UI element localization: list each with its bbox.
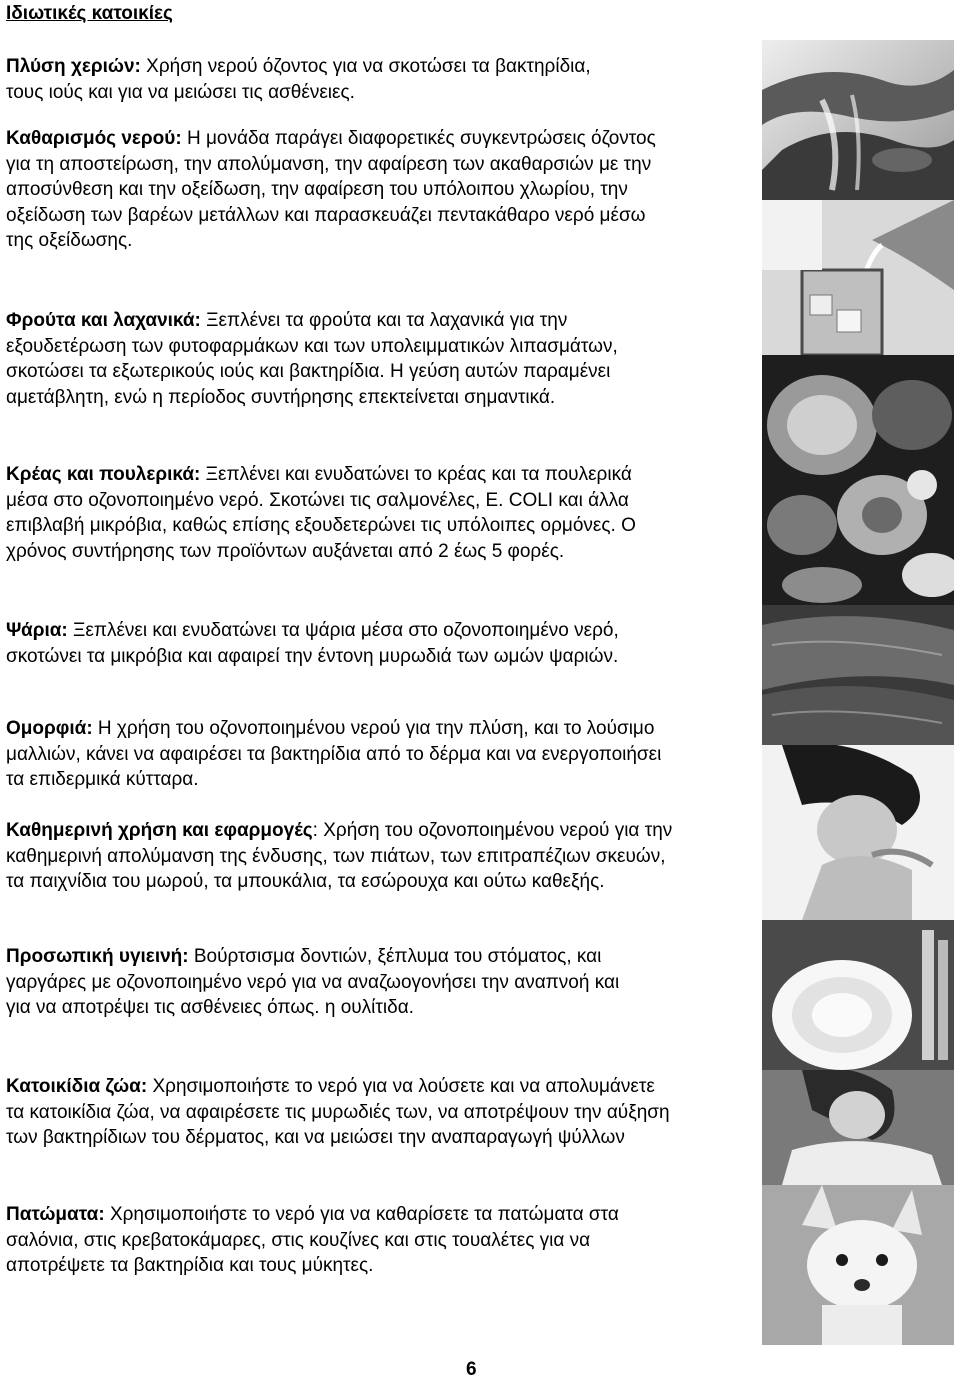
photo-column <box>762 40 954 1345</box>
section-term: Καθημερινή χρήση και εφαρμογές <box>6 820 313 841</box>
section-term: Πλύση χεριών: <box>6 56 141 77</box>
woman-face-photo <box>762 745 954 920</box>
vegetables-photo <box>762 355 954 605</box>
section-text: Η μονάδα παράγει διαφορετικές συγκεντρώσεις όζοντος για τη αποστείρωση, την απολύμανση, την αφαίρεση των ακαθαρσιών με την αποσύνθεση και την οξείδωση, την αφαίρεση του υπόλοιπου χλωρίου, την οξείδωση των βαρέων μετάλλων και παρασκευάζει πεντακάθαρο νερό μέσω της οξείδωσης. <box>6 128 656 252</box>
section-text: Χρησιμοποιήστε το νερό για να καθαρίσετε τα πατώματα στα σαλόνια, στις κρεβατοκάμαρες, στις κουζίνες και στις τουαλέτες για να αποτρέψετε τα βακτηρίδια και τους μύκητες. <box>6 1204 619 1277</box>
section-text: Ξεπλένει και ενυδατώνει το κρέας και τα πουλερικά μέσα στο οζονοποιημένο νερό. Σκοτώνει τις σαλμονέλες, Ε. COLI και άλλα επιβλαβή μικρόβια, καθώς επίσης εξουδετερώνει τις υπόλοιπες ορμόνες. Ο χρόνος συντήρησης των προϊόντων αυξάνεται από 2 έως 5 φορές. <box>6 464 636 562</box>
dog-photo <box>762 1185 954 1345</box>
plates-photo <box>762 920 954 1070</box>
section-beauty <box>6 716 676 793</box>
woman-towel-photo <box>762 1070 954 1185</box>
section-daily-use <box>6 818 676 895</box>
section-text: : Χρήση του οζονοποιημένου νερού για την καθημερινή απολύμανση της ένδυσης, των πιάτων, των επιτραπέζιων σκευών, τα παιχνίδια του μωρού, τα μπουκάλια, τα εσώρουχα και ούτω καθεξής. <box>6 820 673 893</box>
section-fish <box>6 618 626 669</box>
section-text: Βούρτσισμα δοντιών, ξέπλυμα του στόματος, και γαργάρες με οζονοποιημένο νερό για να αναζωογονήσει την αναπνοή και για να αποτρέψει τις ασθένειες όπως. η ουλίτιδα. <box>6 946 620 1019</box>
section-text: Χρήση νερού όζοντος για να σκοτώσει τα βακτηρίδια, τους ιούς και για να μειώσει τις ασθένειες. <box>6 56 591 103</box>
section-term: Προσωπική υγιεινή: <box>6 946 189 967</box>
section-term: Ψάρια: <box>6 620 68 641</box>
section-term: Κρέας και πουλερικά: <box>6 464 201 485</box>
section-fruits-vegetables <box>6 308 676 410</box>
section-term: Καθαρισμός νερού: <box>6 128 182 149</box>
section-text: Η χρήση του οζονοποιημένου νερού για την πλύση, και το λούσιμο μαλλιών, κάνει να αφαιρέσει τα βακτηρίδια από το δέρμα και να ενεργοποιήσει τα επιδερμικά κύτταρα. <box>6 718 662 791</box>
section-text: Ξεπλένει τα φρούτα και τα λαχανικά για την εξουδετέρωση των φυτοφαρμάκων και των υπολειμματικών λιπασμάτων, σκοτώσει τα εξωτερικούς ιούς και βακτηρίδια. Η γεύση αυτών παραμένει αμετάβλητη, ενώ η περίοδος συντήρησης επεκτείνεται σημαντικά. <box>6 310 618 408</box>
page-number: 6 <box>466 1359 477 1380</box>
section-term: Ομορφιά: <box>6 718 93 739</box>
section-pets <box>6 1074 676 1151</box>
section-personal-hygiene <box>6 944 626 1021</box>
hands-water-photo <box>762 40 954 200</box>
section-hand-washing <box>6 54 626 105</box>
section-meat-poultry <box>6 462 676 564</box>
section-water-purification <box>6 126 676 254</box>
section-term: Πατώματα: <box>6 1204 105 1225</box>
page-title: Ιδιωτικές κατοικίες <box>6 3 173 24</box>
meat-photo <box>762 605 954 745</box>
section-term: Φρούτα και λαχανικά: <box>6 310 201 331</box>
section-term: Κατοικίδια ζώα: <box>6 1076 148 1097</box>
section-floors <box>6 1202 676 1279</box>
section-text: Χρησιμοποιήστε το νερό για να λούσετε και να απολυμάνετε τα κατοικίδια ζώα, να αφαιρέσετε τις μυρωδιές των, να αποτρέψουν την αύξηση των βακτηρίδιων του δέρματος, και να μειώσει την αναπαραγωγή ψύλλων <box>6 1076 670 1149</box>
water-glass-photo <box>762 200 954 355</box>
section-text: Ξεπλένει και ενυδατώνει τα ψάρια μέσα στο οζονοποιημένο νερό, σκοτώνει τα μικρόβια και αφαιρεί την έντονη μυρωδιά των ωμών ψαριών. <box>6 620 619 667</box>
